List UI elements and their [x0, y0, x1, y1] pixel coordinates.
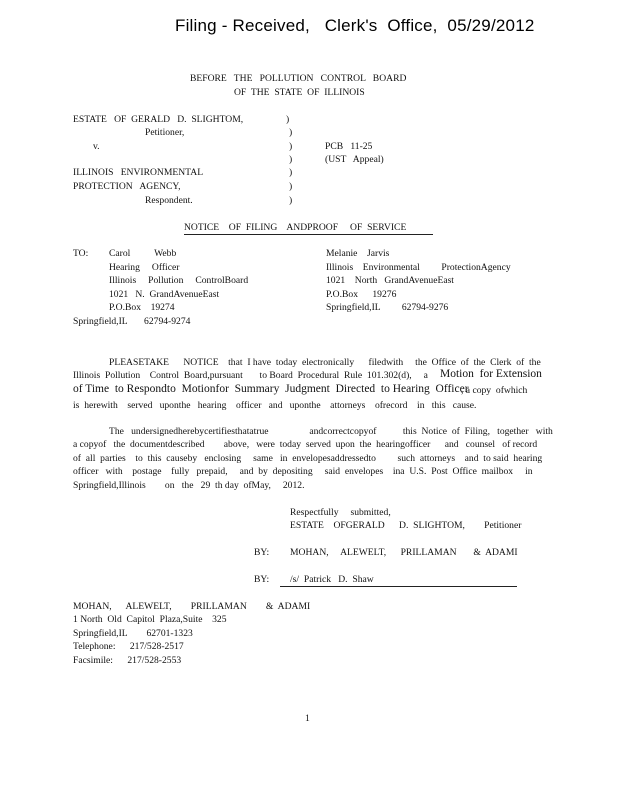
paragraph-line: Springfield,Illinois on the 29 th day ofMay, 2012. — [73, 480, 305, 491]
address-line: Hearing Officer — [109, 262, 180, 273]
address-line: 1021 North GrandAvenueEast — [326, 275, 454, 286]
notice-title: NOTICE OF FILING ANDPROOF OF SERVICE — [184, 222, 407, 233]
case-type: (UST Appeal) — [325, 154, 384, 165]
address-line: Springfield,IL 62794-9274 — [73, 316, 191, 327]
respondent-role: Respondent. — [145, 195, 193, 206]
caption-paren: ) — [289, 154, 293, 165]
address-line: Melanie Jarvis — [326, 248, 390, 259]
address-line: 1021 N. GrandAvenueEast — [109, 289, 220, 300]
address-line: P.O.Box 19274 — [109, 302, 175, 313]
caption-paren: ) — [289, 167, 293, 178]
address-line: Illinois Environmental ProtectionAgency — [326, 262, 511, 273]
paragraph-line: PLEASETAKE NOTICE that I have today electronically filedwith the Office of the Clerk of the — [109, 357, 541, 368]
address-line: Illinois Pollution ControlBoard — [109, 275, 249, 286]
address-line: Carol Webb — [109, 248, 177, 259]
address-line: Springfield,IL 62794-9276 — [326, 302, 449, 313]
court-heading-line2: OF THE STATE OF ILLINOIS — [234, 87, 365, 98]
paragraph-line: The undersignedherebycertifiesthatatrue andcorrectcopyof this Notice of Filing, together with — [109, 426, 553, 437]
address-line: P.O.Box 19276 — [326, 289, 397, 300]
firm-line: Telephone: 217/528-2517 — [73, 641, 184, 652]
caption-paren: ) — [289, 127, 293, 138]
paragraph-line: , a copy ofwhich — [461, 385, 528, 396]
court-heading-line1: BEFORE THE POLLUTION CONTROL BOARD — [190, 73, 407, 84]
electronic-signature: /s/ Patrick D. Shaw — [290, 574, 374, 585]
firm-line: Springfield,IL 62701-1323 — [73, 628, 193, 639]
by-label: BY: — [254, 547, 270, 558]
by-label: BY: — [254, 574, 270, 585]
page-number: 1 — [305, 713, 310, 724]
paragraph-line: officer with postage fully prepaid, and by depositing said envelopes ina U.S. Post Office mailbox in — [73, 466, 533, 477]
case-number: PCB 11-25 — [325, 141, 373, 152]
filing-stamp: Filing - Received, Clerk's Office, 05/29/2012 — [175, 16, 535, 35]
respectfully-submitted: Respectfully submitted, — [290, 507, 391, 518]
petitioner-role: Petitioner, — [145, 127, 185, 138]
firm-line: MOHAN, ALEWELT, PRILLAMAN & ADAMI — [73, 601, 311, 612]
signature-estate: ESTATE OFGERALD D. SLIGHTOM, Petitioner — [290, 520, 522, 531]
to-label: TO: — [73, 248, 89, 259]
petitioner-name: ESTATE OF GERALD D. SLIGHTOM, — [73, 114, 244, 125]
signature-line — [280, 586, 517, 587]
signature-firm: MOHAN, ALEWELT, PRILLAMAN & ADAMI — [290, 547, 518, 558]
caption-paren: ) — [289, 181, 293, 192]
title-underline — [184, 234, 433, 235]
paragraph-line: of all parties to this causeby enclosing same in envelopesaddressedto such attorneys and to said hearing — [73, 453, 543, 464]
versus: v. — [93, 141, 100, 152]
caption-paren: ) — [289, 195, 293, 206]
respondent-line1: ILLINOIS ENVIRONMENTAL — [73, 167, 204, 178]
caption-paren: ) — [289, 141, 293, 152]
paragraph-line: Illinois Pollution Control Board,pursuant to Board Procedural Rule 101.302(d), a — [73, 370, 428, 381]
paragraph-line: a copyof the documentdescribed above, were today served upon the hearingofficer and counsel of record — [73, 439, 538, 450]
paragraph-line: of Time to Respondto Motionfor Summary Judgment Directed to Hearing Officer — [73, 383, 469, 395]
caption-paren: ) — [286, 114, 290, 125]
paragraph-line: Motion for Extension — [440, 368, 542, 380]
firm-line: 1 North Old Capitol Plaza,Suite 325 — [73, 614, 227, 625]
respondent-line2: PROTECTION AGENCY, — [73, 181, 181, 192]
firm-line: Facsimile: 217/528-2553 — [73, 655, 182, 666]
paragraph-line: is herewith served uponthe hearing officer and uponthe attorneys ofrecord in this cause. — [73, 400, 477, 411]
